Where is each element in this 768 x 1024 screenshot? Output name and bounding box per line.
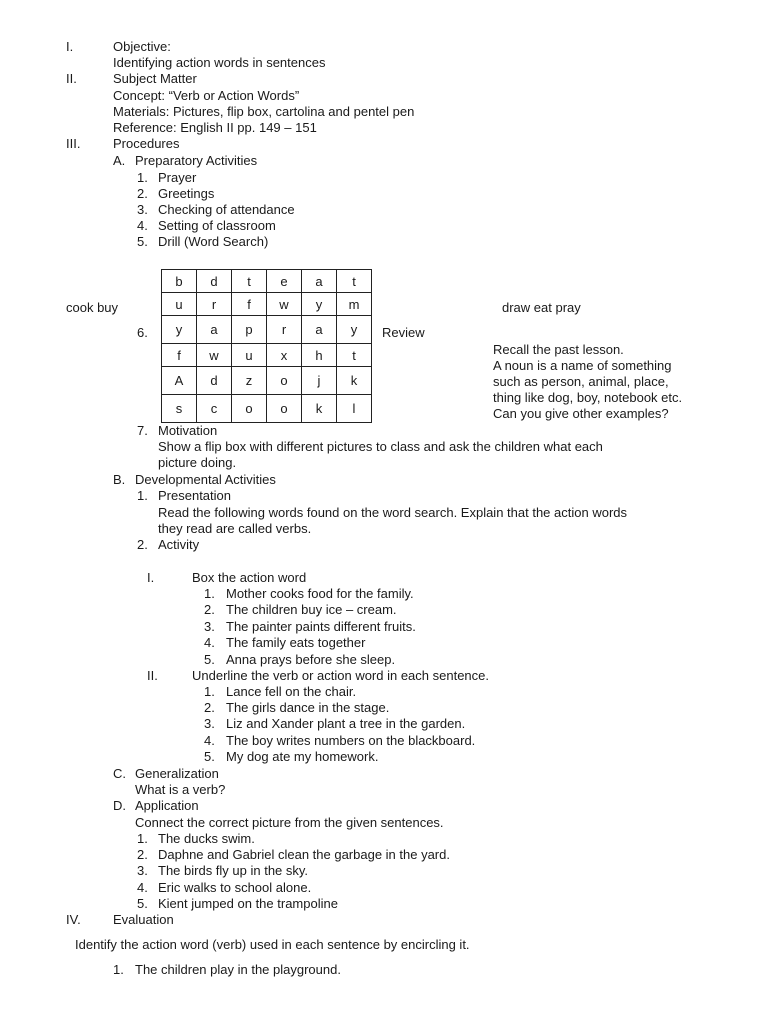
activity-number: 2. (137, 537, 148, 552)
word-search-cell: y (337, 316, 372, 344)
box-item-number: 3. (204, 619, 215, 634)
review-heading: Review (382, 325, 425, 340)
underline-item-number: 4. (204, 733, 215, 748)
word-search-row (162, 293, 372, 316)
word-search-cell: o (232, 395, 267, 423)
word-search-cell: A (162, 367, 197, 395)
review-line: Can you give other examples? (493, 406, 669, 421)
word-search-cell: h (302, 344, 337, 367)
underline-item-text: The boy writes numbers on the blackboard. (226, 733, 476, 748)
underline-item-number: 3. (204, 716, 215, 731)
underline-item-text: Lance fell on the chair. (226, 684, 357, 699)
section-iii-number: III. (66, 136, 81, 151)
procedures-heading: Procedures (113, 136, 180, 151)
word-search-cell: k (337, 367, 372, 395)
word-search-cell: m (337, 293, 372, 316)
section-iv-number: IV. (66, 912, 81, 927)
word-search-cell: a (302, 270, 337, 293)
box-item-text: Mother cooks food for the family. (226, 586, 414, 601)
motivation-line: picture doing. (158, 455, 237, 470)
motivation-heading: Motivation (158, 423, 218, 438)
subject-matter-heading: Subject Matter (113, 71, 197, 86)
part-c-label: C. (113, 766, 126, 781)
word-search-row (162, 316, 372, 344)
section-ii-number: II. (66, 71, 77, 86)
objective-text: Identifying action words in sentences (113, 55, 326, 70)
evaluation-heading: Evaluation (113, 912, 174, 927)
evaluation-item-text: The children play in the playground. (135, 962, 341, 977)
word-search-cell: l (337, 395, 372, 423)
application-item-number: 2. (137, 847, 148, 862)
box-item-number: 5. (204, 652, 215, 667)
word-search-cell: o (267, 395, 302, 423)
word-search-row (162, 367, 372, 395)
application-instruction: Connect the correct picture from the given sentences. (135, 815, 444, 830)
word-search-grid (161, 269, 372, 423)
review-line: thing like dog, boy, notebook etc. (493, 390, 683, 405)
prep-item-number: 4. (137, 218, 148, 233)
word-search-cell: r (267, 316, 302, 344)
part-b-label: B. (113, 472, 126, 487)
word-search-cell: t (337, 270, 372, 293)
application-item-number: 1. (137, 831, 148, 846)
concept-text: Concept: “Verb or Action Words” (113, 88, 300, 103)
word-search-cell: w (197, 344, 232, 367)
generalization-question: What is a verb? (135, 782, 226, 797)
word-search-cell: z (232, 367, 267, 395)
part-a-label: A. (113, 153, 126, 168)
part-a-title: Preparatory Activities (135, 153, 258, 168)
word-search-cell: c (197, 395, 232, 423)
box-item-text: Anna prays before she sleep. (226, 652, 396, 667)
prep-item-number: 2. (137, 186, 148, 201)
word-search-cell: s (162, 395, 197, 423)
activity-heading: Activity (158, 537, 200, 552)
word-search-cell: r (197, 293, 232, 316)
word-search-cell: o (267, 367, 302, 395)
motivation-line: Show a flip box with different pictures to class and ask the children what each (158, 439, 603, 454)
underline-item-text: The girls dance in the stage. (226, 700, 390, 715)
word-search-cell: y (302, 293, 337, 316)
word-search-cell: e (267, 270, 302, 293)
section-i-number: I. (66, 39, 74, 54)
box-item-number: 4. (204, 635, 215, 650)
prep-item-number: 3. (137, 202, 148, 217)
application-item-text: Daphne and Gabriel clean the garbage in the yard. (158, 847, 450, 862)
application-item-text: The ducks swim. (158, 831, 255, 846)
activity-part-ii-title: Underline the verb or action word in each sentence. (192, 668, 490, 683)
word-search-cell: t (232, 270, 267, 293)
application-item-text: Kient jumped on the trampoline (158, 896, 338, 911)
review-line: Recall the past lesson. (493, 342, 624, 357)
item-7-number: 7. (137, 423, 148, 438)
prep-item-text: Prayer (158, 170, 197, 185)
word-search-cell: d (197, 367, 232, 395)
underline-item-number: 1. (204, 684, 215, 699)
word-search-cell: u (232, 344, 267, 367)
word-search-cell: k (302, 395, 337, 423)
prep-item-number: 1. (137, 170, 148, 185)
box-item-text: The family eats together (226, 635, 366, 650)
presentation-heading: Presentation (158, 488, 231, 503)
activity-part-ii-number: II. (147, 668, 158, 683)
prep-item-text: Drill (Word Search) (158, 234, 269, 249)
word-list-left: cook buy (66, 300, 119, 315)
word-search-cell: x (267, 344, 302, 367)
word-search-cell: b (162, 270, 197, 293)
underline-item-number: 5. (204, 749, 215, 764)
objective-heading: Objective: (113, 39, 171, 54)
application-item-text: The birds fly up in the sky. (158, 863, 309, 878)
underline-item-text: My dog ate my homework. (226, 749, 379, 764)
word-list-right: draw eat pray (502, 300, 581, 315)
word-search-cell: d (197, 270, 232, 293)
word-search-cell: p (232, 316, 267, 344)
application-item-number: 5. (137, 896, 148, 911)
word-search-cell: a (302, 316, 337, 344)
word-search-cell: w (267, 293, 302, 316)
box-item-number: 2. (204, 602, 215, 617)
evaluation-instruction: Identify the action word (verb) used in each sentence by encircling it. (75, 937, 470, 952)
word-search-row (162, 395, 372, 423)
presentation-line: they read are called verbs. (158, 521, 312, 536)
review-line: A noun is a name of something (493, 358, 672, 373)
prep-item-text: Setting of classroom (158, 218, 276, 233)
word-search-cell: u (162, 293, 197, 316)
word-search-cell: a (197, 316, 232, 344)
word-search-row (162, 270, 372, 293)
presentation-number: 1. (137, 488, 148, 503)
item-6-number: 6. (137, 325, 148, 340)
activity-part-i-title: Box the action word (192, 570, 307, 585)
word-search-cell: t (337, 344, 372, 367)
underline-item-number: 2. (204, 700, 215, 715)
word-search-cell: y (162, 316, 197, 344)
box-item-number: 1. (204, 586, 215, 601)
application-item-text: Eric walks to school alone. (158, 880, 312, 895)
application-item-number: 4. (137, 880, 148, 895)
prep-item-text: Greetings (158, 186, 215, 201)
box-item-text: The children buy ice – cream. (226, 602, 397, 617)
part-b-title: Developmental Activities (135, 472, 276, 487)
part-d-label: D. (113, 798, 126, 813)
evaluation-item-number: 1. (113, 962, 124, 977)
word-search-row (162, 344, 372, 367)
word-search-cell: j (302, 367, 337, 395)
prep-item-text: Checking of attendance (158, 202, 295, 217)
box-item-text: The painter paints different fruits. (226, 619, 416, 634)
application-heading: Application (135, 798, 199, 813)
activity-part-i-number: I. (147, 570, 155, 585)
review-line: such as person, animal, place, (493, 374, 669, 389)
reference-text: Reference: English II pp. 149 – 151 (113, 120, 317, 135)
underline-item-text: Liz and Xander plant a tree in the garden. (226, 716, 466, 731)
application-item-number: 3. (137, 863, 148, 878)
generalization-heading: Generalization (135, 766, 219, 781)
prep-item-number: 5. (137, 234, 148, 249)
materials-text: Materials: Pictures, flip box, cartolina and pentel pen (113, 104, 415, 119)
presentation-line: Read the following words found on the word search. Explain that the action words (158, 505, 627, 520)
word-search-cell: f (232, 293, 267, 316)
word-search-cell: f (162, 344, 197, 367)
